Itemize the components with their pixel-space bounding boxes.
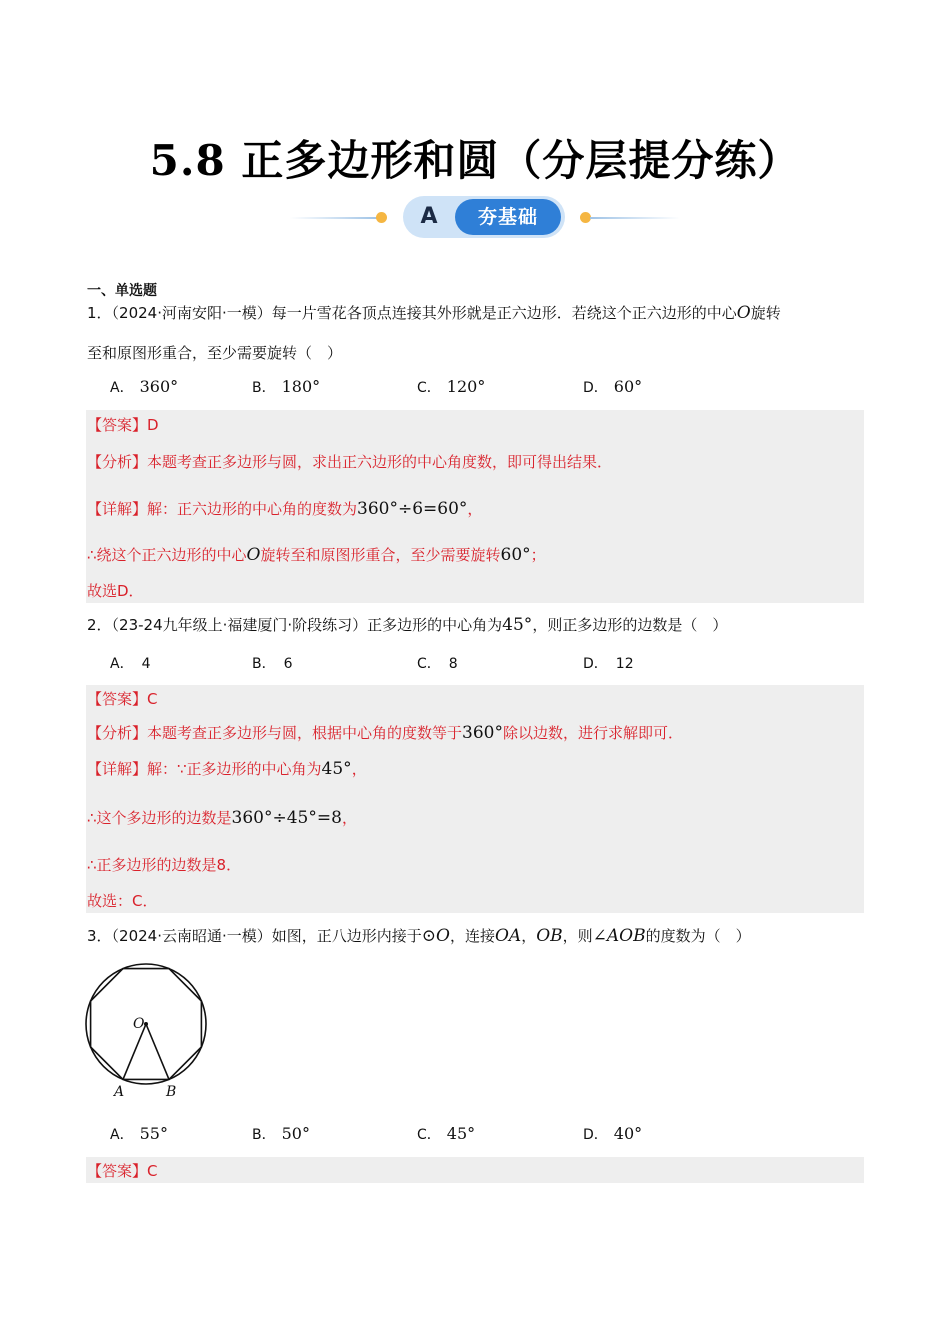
badge-letter: A (420, 204, 438, 229)
q2-analysis: 【分析】本题考查正多边形与圆，根据中心角的度数等于360°除以边数，进行求解即可． (87, 723, 683, 743)
question-1-text: （2024·河南安阳·一模）每一片雪花各顶点连接其外形就是正六边形．若绕这个正六边形的中心 (111, 304, 737, 322)
q2-solution-box (86, 685, 864, 913)
center-point (144, 1022, 148, 1026)
q1-analysis: 【分析】本题考查正多边形与圆，求出正六边形的中心角度数，即可得出结果． (87, 453, 613, 471)
question-2-number: 2． (87, 616, 112, 634)
q2-therefore-1: ∴这个多边形的边数是360°÷45°=8， (87, 808, 357, 828)
question-1-var: O (736, 303, 751, 323)
question-3-line-1: 3．（2024·云南昭通·一模）如图，正八边形内接于⊙O，连接OA，OB，则∠AOB的度数为（ ） (87, 926, 751, 946)
badge-dot-left (376, 212, 387, 223)
label-b: B (166, 1084, 177, 1100)
q1-option-a[interactable]: A． 360° (110, 377, 179, 396)
q2-answer: 【答案】C (87, 690, 158, 708)
segment-oa (123, 1024, 146, 1079)
q3-solution-box (86, 1157, 864, 1183)
question-3-circle: ⊙O (421, 926, 450, 946)
q3-option-c[interactable]: C． 45° (417, 1124, 476, 1143)
question-3-angle: ∠AOB (592, 926, 646, 946)
octagon-figure (80, 962, 220, 1102)
q1-option-c[interactable]: C． 120° (417, 377, 486, 396)
q2-option-b[interactable]: B． 6 (252, 656, 293, 672)
q1-answer: 【答案】D (87, 416, 159, 434)
q3-option-d[interactable]: D． 40° (583, 1124, 643, 1143)
q2-option-c[interactable]: C． 8 (417, 656, 458, 672)
q1-option-d[interactable]: D． 60° (583, 377, 643, 396)
question-2-tail: ，则正多边形的边数是（ ） (532, 616, 728, 634)
q3-option-a[interactable]: A． 55° (110, 1124, 168, 1143)
badge-pill (403, 196, 565, 238)
question-2-line-1 (87, 614, 727, 635)
question-2-text: （23-24九年级上·福建厦门·阶段练习）正多边形的中心角为 (111, 616, 503, 634)
label-o: O (133, 1016, 145, 1032)
q2-option-a[interactable]: A． 4 (110, 656, 151, 672)
q2-therefore-2: ∴正多边形的边数是8． (87, 856, 242, 874)
q2-detail: 【详解】解：∵正多边形的中心角为45°， (87, 759, 367, 779)
question-2-value: 45° (502, 615, 533, 635)
q1-option-b[interactable]: B． 180° (252, 377, 321, 396)
badge-line-left (290, 217, 378, 219)
level-badge (290, 196, 680, 240)
q2-choose: 故选：C． (87, 892, 158, 910)
q3-answer: 【答案】C (87, 1162, 158, 1180)
q2-option-d[interactable]: D． 12 (583, 656, 634, 672)
badge-line-right (590, 217, 680, 219)
badge-label: 夯基础 (455, 199, 561, 235)
page-title: 5.8 正多边形和圆（分层提分练） (149, 136, 801, 185)
question-1-tail: 旋转 (750, 304, 781, 322)
q1-detail: 【详解】解：正六边形的中心角的度数为360°÷6=60°， (87, 499, 483, 519)
q3-option-b[interactable]: B． 50° (252, 1124, 310, 1143)
q1-choose: 故选D． (87, 582, 144, 600)
question-1-line-2: 至和原图形重合，至少需要旋转（ ） (87, 344, 343, 362)
question-3-number: 3． (87, 927, 112, 945)
section-heading: 一、单选题 (87, 283, 157, 299)
label-a: A (114, 1084, 125, 1100)
question-1-number: 1． (87, 304, 112, 322)
question-3-text: （2024·云南昭通·一模）如图，正八边形内接于 (111, 927, 422, 945)
q1-therefore: ∴绕这个正六边形的中心O旋转至和原图形重合，至少需要旋转60°； (87, 545, 546, 565)
question-1-line-1 (87, 302, 781, 323)
segment-ob (146, 1024, 169, 1079)
